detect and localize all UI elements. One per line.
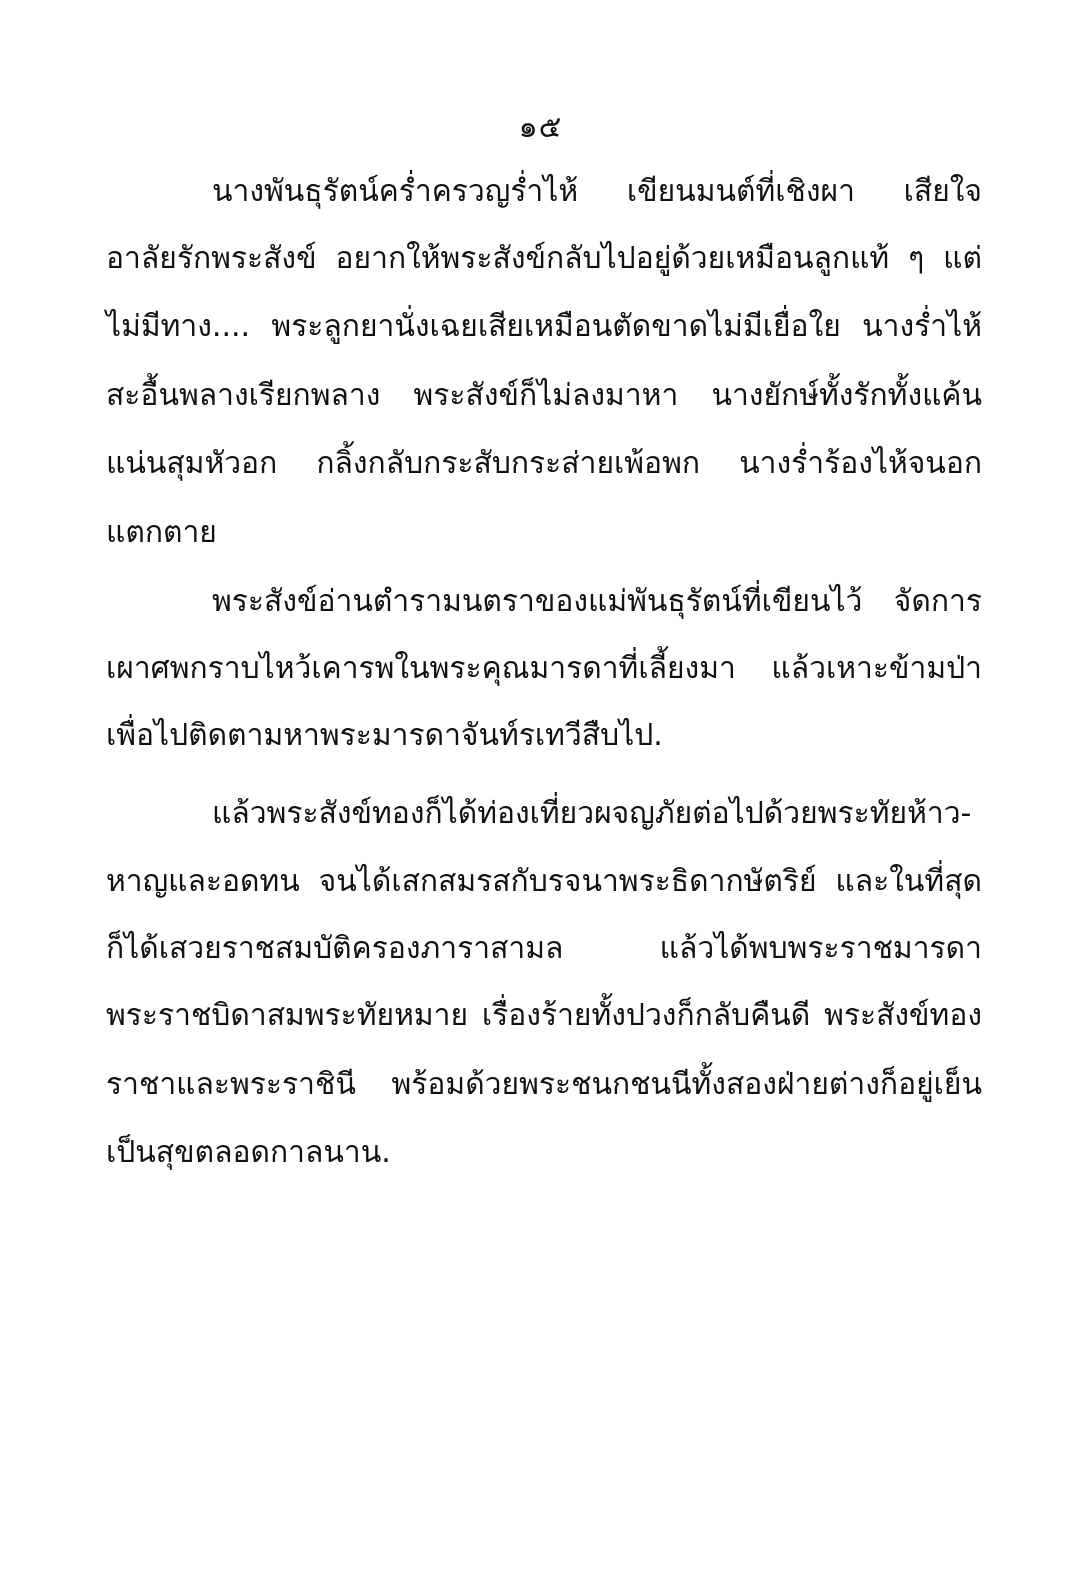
text-line: นางพันธุรัตน์คร่ำครวญร่ำไห้ เขียนมนต์ที่เชิงผา เสียใจ bbox=[212, 174, 982, 209]
text-line: ก็ได้เสวยราชสมบัติครองภาราสามล แล้วได้พบพระราชมารดา bbox=[106, 931, 982, 966]
text-line: พระราชบิดาสมพระทัยหมาย เรื่องร้ายทั้งปวงก็กลับคืนดี พระสังข์ทอง bbox=[106, 998, 982, 1033]
text-line: เผาศพกราบไหว้เคารพในพระคุณมารดาที่เลี้ยงมา แล้วเหาะข้ามป่า bbox=[106, 651, 982, 686]
text-line: เป็นสุขตลอดกาลนาน. bbox=[106, 1135, 391, 1170]
text-line: แน่นสุมหัวอก กลิ้งกลับกระสับกระส่ายเพ้อพก นางร่ำร้องไห้จนอก bbox=[106, 446, 982, 481]
text-line: เพื่อไปติดตามหาพระมารดาจันท์รเทวีสืบไป. bbox=[106, 718, 663, 753]
text-line: พระสังข์อ่านตำรามนตราของแม่พันธุรัตน์ที่เขียนไว้ จัดการ bbox=[212, 584, 982, 619]
text-line: อาลัยรักพระสังข์ อยากให้พระสังข์กลับไปอยู่ด้วยเหมือนลูกแท้ ๆ แต่ bbox=[106, 241, 982, 276]
text-line: ไม่มีทาง.... พระลูกยานั่งเฉยเสียเหมือนตัดขาดไม่มีเยื่อใย นางร่ำไห้ bbox=[106, 309, 982, 344]
page-number: ๑๕ bbox=[518, 110, 563, 145]
text-line: สะอื้นพลางเรียกพลาง พระสังข์ก็ไม่ลงมาหา นางยักษ์ทั้งรักทั้งแค้น bbox=[106, 378, 982, 413]
text-line: ราชาและพระราชินี พร้อมด้วยพระชนกชนนีทั้งสองฝ่ายต่างก็อยู่เย็น bbox=[106, 1067, 982, 1102]
text-line: แล้วพระสังข์ทองก็ได้ท่องเที่ยวผจญภัยต่อไปด้วยพระทัยห้าว- bbox=[212, 796, 972, 831]
text-line: หาญและอดทน จนได้เสกสมรสกับรจนาพระธิดากษัตริย์ และในที่สุด bbox=[106, 864, 982, 899]
text-line: แตกตาย bbox=[106, 515, 217, 550]
